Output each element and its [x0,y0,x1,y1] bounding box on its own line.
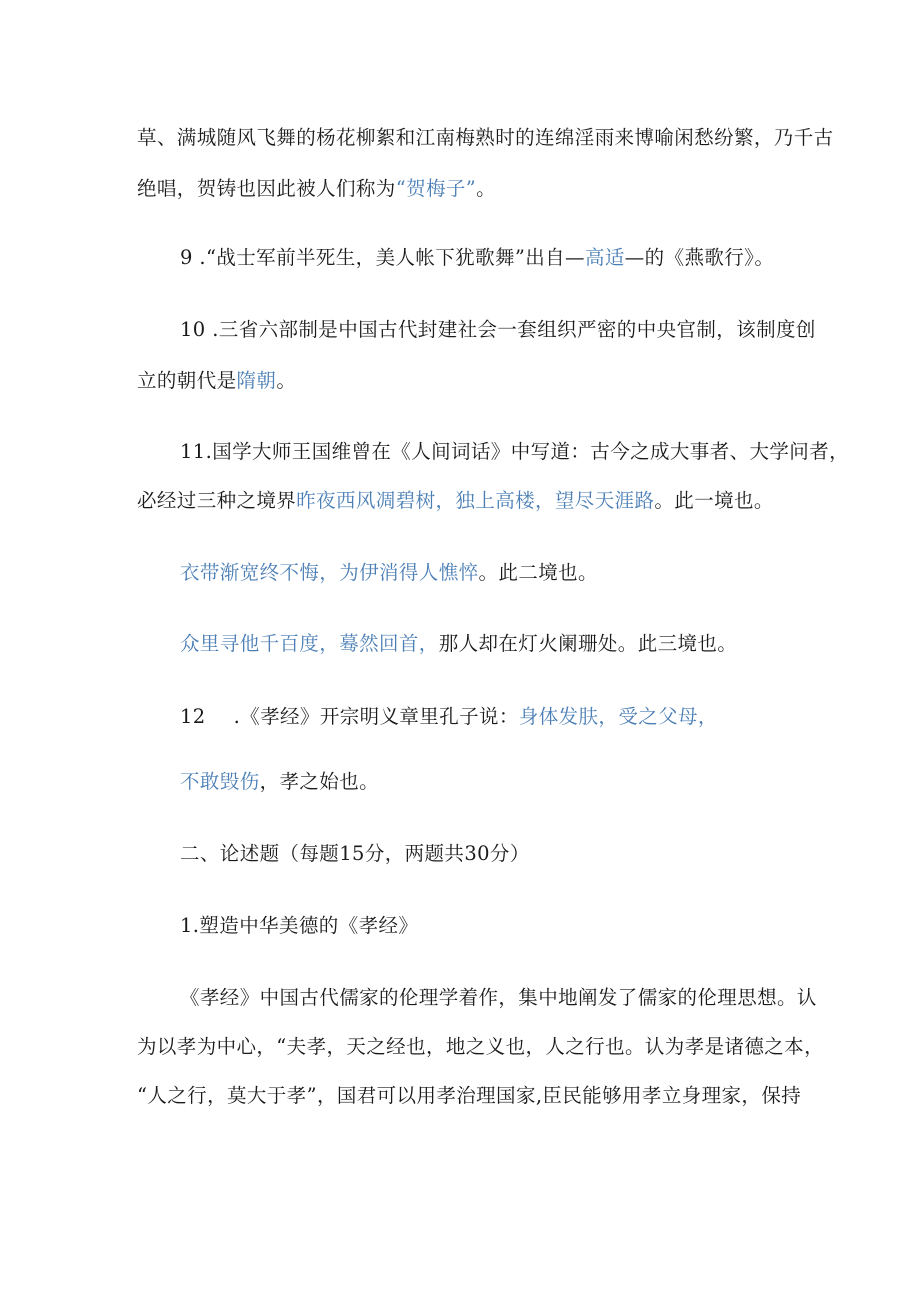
p8-line2: 绝唱，贺铸也因此被人们称为“贺梅子”。 [137,177,497,200]
answer-third-realm: 众里寻他千百度，蓦然回首， [180,632,439,655]
question-11-line1: 11.国学大师王国维曾在《人间词话》中写道：古今之成大事者、大学问者， [180,440,850,463]
p8-line1: 草、满城随风飞舞的杨花柳絮和江南梅熟时的连绵淫雨来博喻闲愁纷繁，乃千古 [137,126,834,149]
answer-body-hair-skin: 身体发肤，受之父母， [518,705,718,728]
essay-1-title: 1.塑造中华美德的《孝经》 [180,914,419,937]
essay-1-line1: 《孝经》中国古代儒家的伦理学着作，集中地阐发了儒家的伦理思想。认 [180,986,817,1009]
question-11-line4: 众里寻他千百度，蓦然回首，那人却在灯火阑珊处。此三境也。 [180,632,738,655]
question-10-line2: 立的朝代是隋朝。 [137,369,297,392]
answer-not-harm: 不敢毁伤 [180,770,260,793]
answer-he-meizi: “贺梅子” [395,177,477,200]
answer-second-realm: 衣带渐宽终不悔，为伊消得人憔悴 [180,561,479,584]
question-11-line3: 衣带渐宽终不悔，为伊消得人憔悴。此二境也。 [180,561,598,584]
section-2-title: 二、论述题（每题15分，两题共30分） [180,842,530,865]
question-12-line2: 不敢毁伤，孝之始也。 [180,770,380,793]
question-11-line2: 必经过三种之境界昨夜西风凋碧树，独上高楼，望尽天涯路。此一境也。 [137,489,774,512]
answer-first-realm: 昨夜西风凋碧树，独上高楼，望尽天涯路 [296,489,655,512]
question-12-line1: 12 .《孝经》开宗明义章里孔子说：身体发肤，受之父母， [180,705,718,728]
question-12-number: 12 [180,705,206,728]
question-10-line1: 10 .三省六部制是中国古代封建社会一套组织严密的中央官制，该制度创 [180,318,816,341]
question-9: 9 .“战士军前半死生，美人帐下犹歌舞”出自—高适—的《燕歌行》。 [180,246,775,269]
answer-gao-shi: 高适 [584,246,625,269]
answer-sui-dynasty: 隋朝 [236,369,277,392]
essay-1-line2: 为以孝为中心，“夫孝，天之经也，地之义也，人之行也。认为孝是诸德之本， [137,1035,824,1058]
essay-1-line3: “人之行，莫大于孝”，国君可以用孝治理国家,臣民能够用孝立身理家，保持 [137,1084,802,1107]
